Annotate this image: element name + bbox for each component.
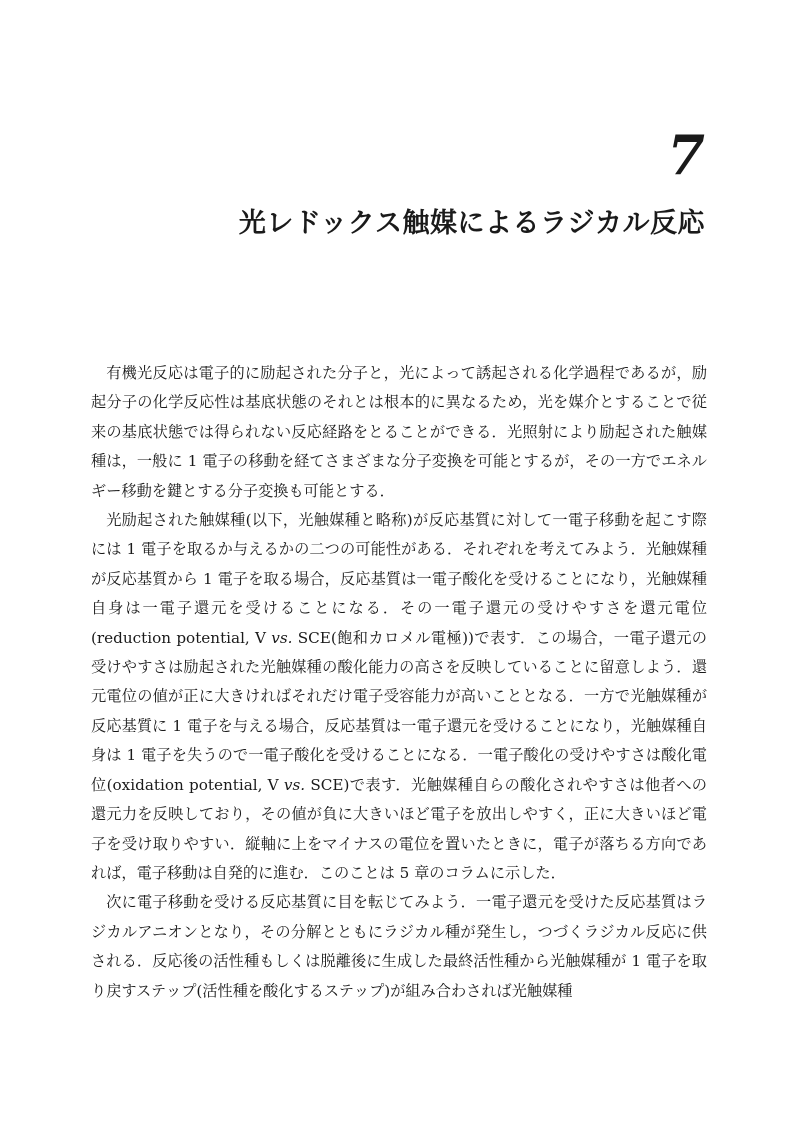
paragraph-2-text-b: SCE(飽和カロメル電極))で表す．この場合，一電子還元の受けやすさは励起された光触媒種の酸化能力の高さを反映していることに留意しよう．還元電位の値が正に大きければそれだけ電子受容能力が高いこととなる．一方で光触媒種が反応基質に 1 電子を与える場合，反応基質は一電子還元を受けることになり，光触媒種自身は 1 電子を失うので一電子酸化を受けることになる．一電子酸化の受けやすさは酸化電位(oxidation potential, V [91, 628, 708, 794]
chapter-title: 光レドックス触媒によるラジカル反応 [238, 208, 705, 239]
paragraph-1-text: 有機光反応は電子的に励起された分子と，光によって誘起される化学過程であるが，励起分子の化学反応性は基底状態のそれとは根本的に異なるため，光を媒介とすることで従来の基底状態では得られない反応経路をとることができる．光照射により励起された触媒種は，一般に 1 電子の移動を経てさまざまな分子変換を可能とするが，その一方でエネルギー移動を鍵とする分子変換も可能とする． [91, 364, 707, 500]
chapter-number: 7 [667, 123, 705, 187]
body-text [91, 359, 707, 1006]
vs-abbreviation: vs. [271, 628, 293, 647]
paragraph-1 [91, 359, 707, 506]
vs-abbreviation: vs. [283, 775, 306, 794]
paragraph-3 [91, 888, 707, 1006]
paragraph-3-text: 次に電子移動を受ける反応基質に目を転じてみよう．一電子還元を受けた反応基質はラジカルアニオンとなり，その分解とともにラジカル種が発生し，つづくラジカル反応に供される．反応後の活性種もしくは脱離後に生成した最終活性種から光触媒種が 1 電子を取り戻すステップ(活性種を酸化するステップ)が組み合わされば光触媒種 [91, 893, 707, 1000]
paragraph-2-text-c: SCE)で表す．光触媒種自らの酸化されやすさは他者への還元力を反映しており，その値が負に大きいほど電子を放出しやすく，正に大きいほど電子を受け取りやすい．縦軸に上をマイナスの電位を置いたときに，電子が落ちる方向であれば，電子移動は自発的に進む．このことは 5 章のコラムに示した． [91, 775, 707, 882]
paragraph-2 [91, 506, 707, 888]
paragraph-2-text-a: 光励起された触媒種(以下，光触媒種と略称)が反応基質に対して一電子移動を起こす際には 1 電子を取るか与えるかの二つの可能性がある．それぞれを考えてみよう．光触媒種が反応基質から 1 電子を取る場合，反応基質は一電子酸化を受けることになり，光触媒種自身は一電子還元を受けることになる．その一電子還元の受けやすさを還元電位(reduction potential, V [91, 511, 708, 647]
